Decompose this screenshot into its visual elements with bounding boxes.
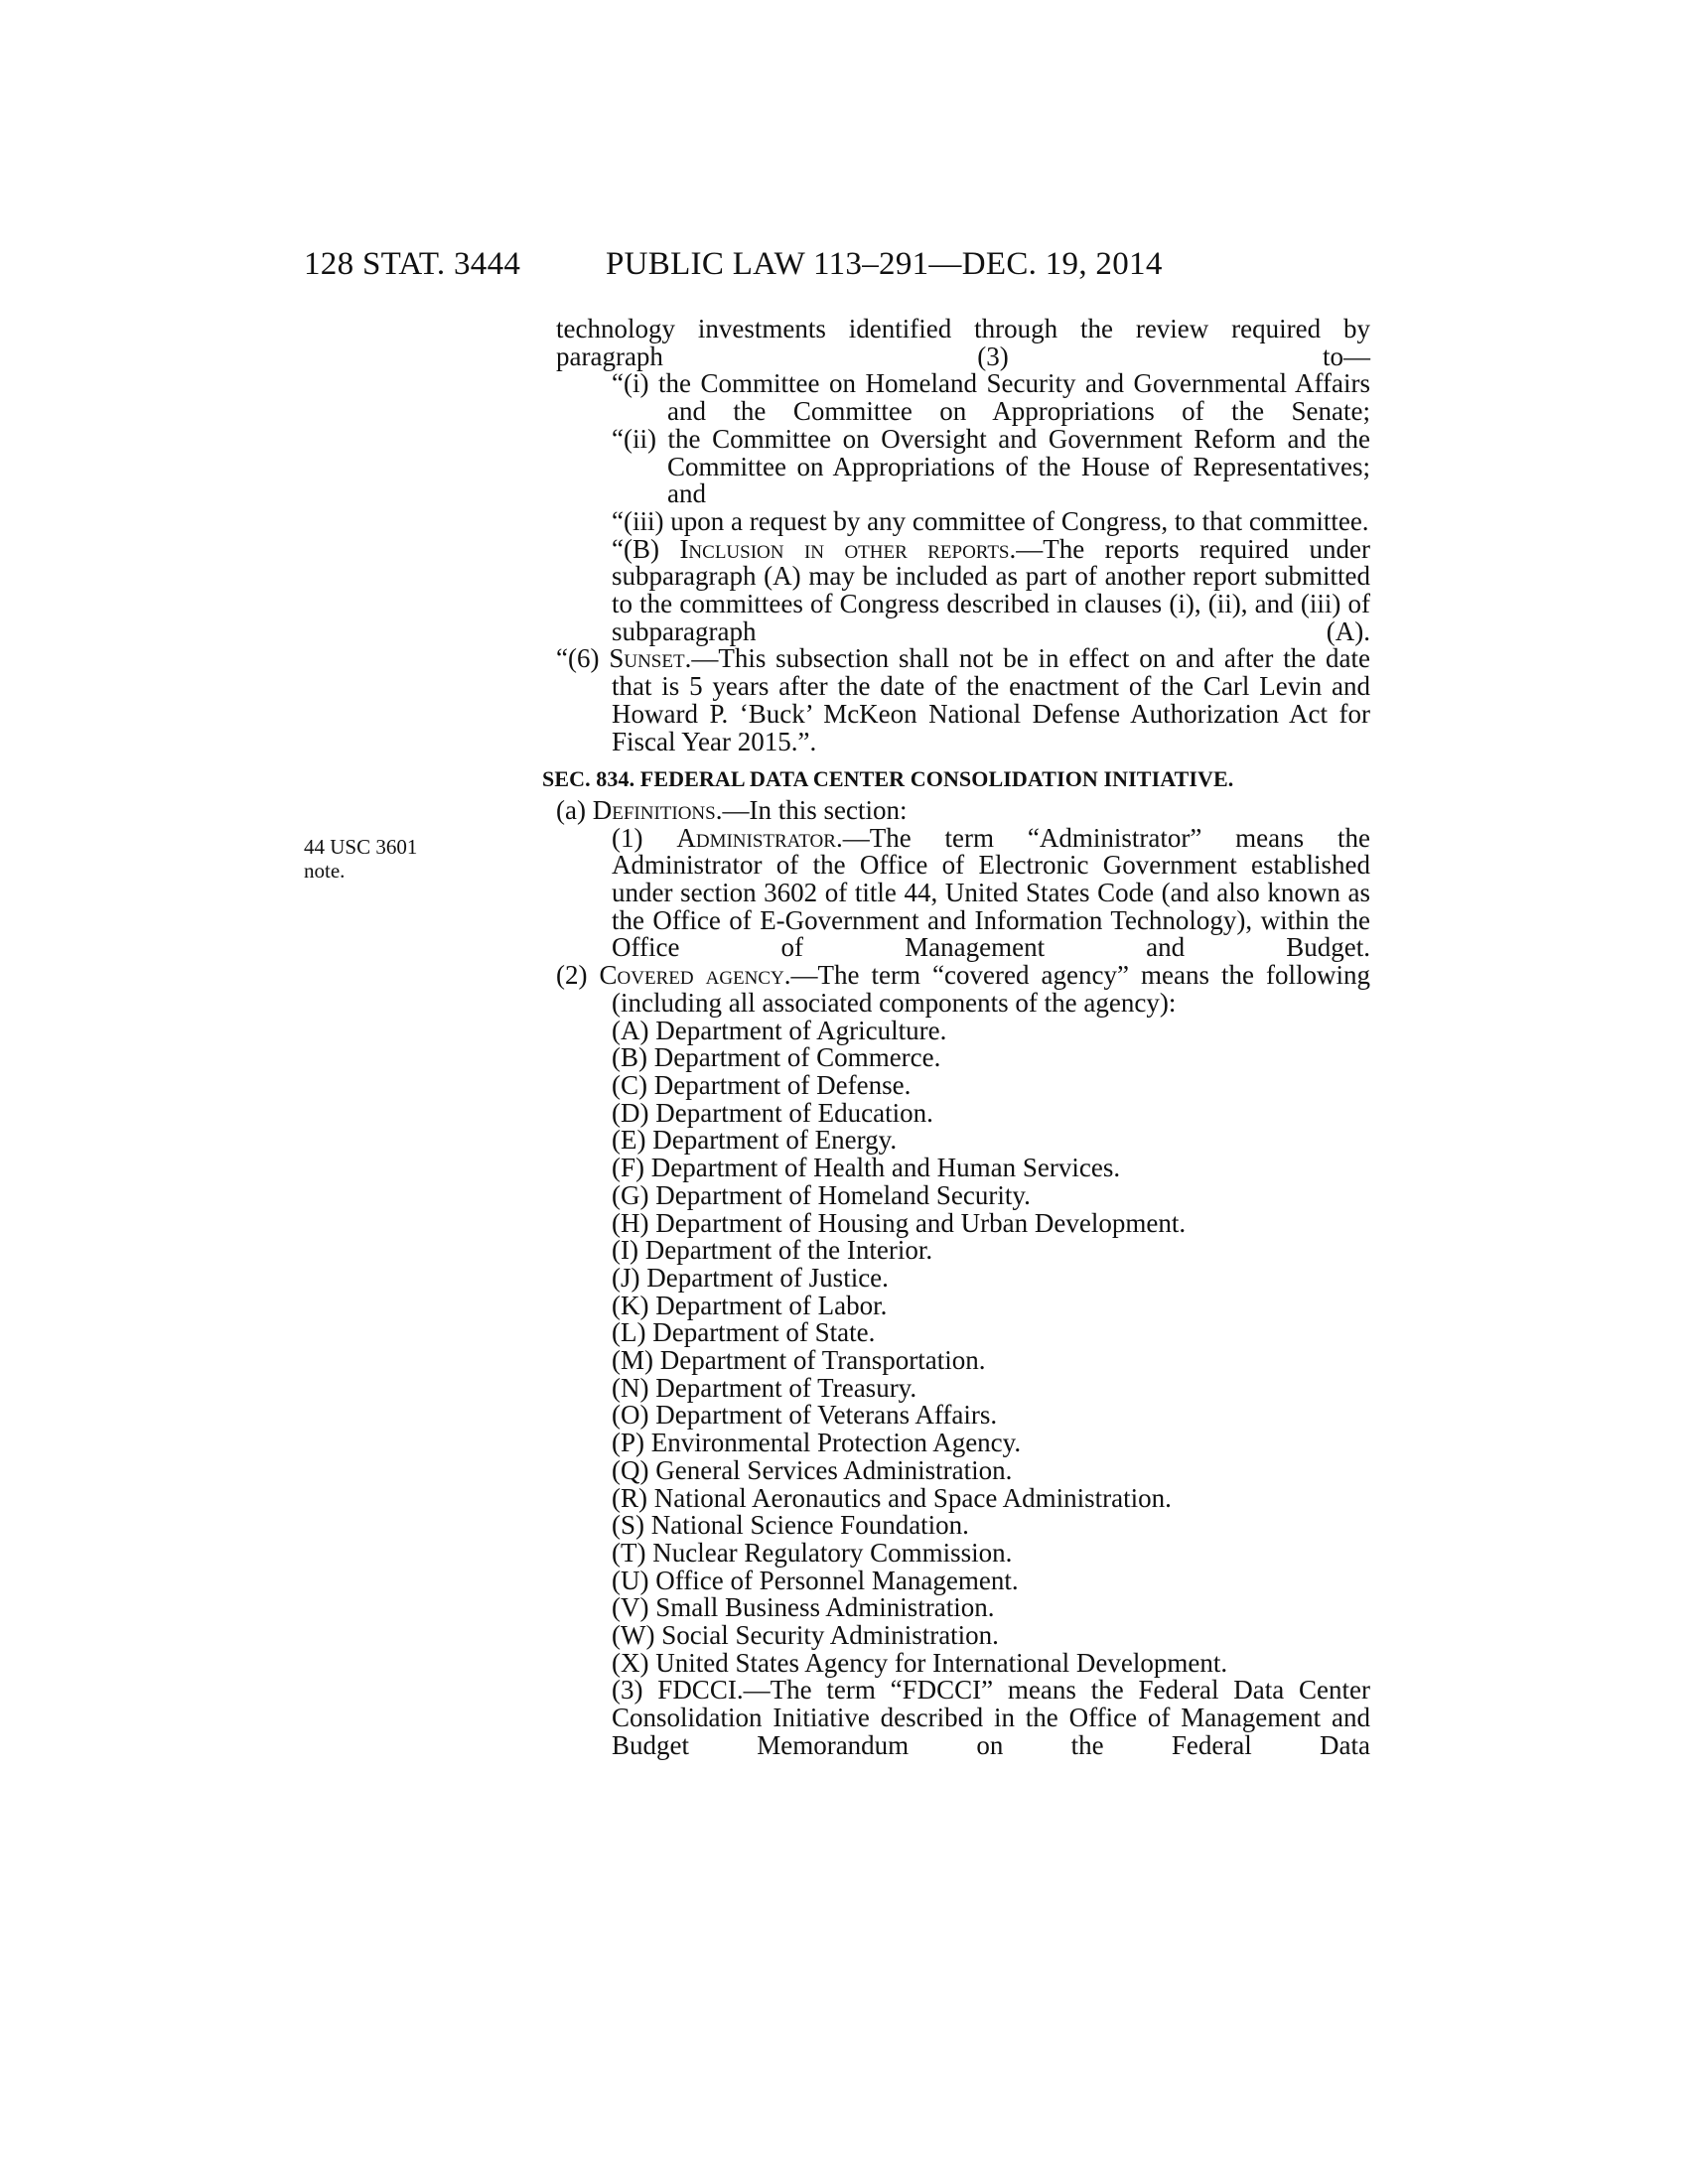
paragraph-6	[556, 645, 1370, 755]
running-header-title: PUBLIC LAW 113–291—DEC. 19, 2014	[606, 246, 1163, 282]
margin-note-citation: 44 USC 3601	[304, 835, 418, 859]
list-item: (P) Environmental Protection Agency.	[612, 1428, 1022, 1458]
list-item: (D) Department of Education.	[612, 1097, 933, 1128]
subsection-a-body: .—In this section:	[715, 794, 908, 825]
subsection-a-prefix: (a)	[556, 794, 593, 825]
section-heading: SEC. 834. FEDERAL DATA CENTER CONSOLIDATION INITIATIVE.	[542, 766, 1234, 792]
intro-paragraph: technology investments identified through the review required by paragraph (3) to—	[556, 314, 1370, 371]
list-item: (A) Department of Agriculture.	[612, 1015, 947, 1045]
subparagraph-b-prefix: “(B)	[612, 533, 680, 564]
list-item: (N) Department of Treasury.	[612, 1372, 917, 1403]
list-item: (T) Nuclear Regulatory Commission.	[612, 1537, 1013, 1568]
definition-2	[556, 962, 1370, 1017]
paragraph-6-body: .—This subsection shall not be in effect on and after the date that is 5 years after the date of the enactment of the Carl Levin and Howard P. ‘Buck’ McKeon National Defense Authorization Act for Fiscal Year 2015.”.	[612, 643, 1371, 756]
list-item: (V) Small Business Administration.	[612, 1592, 995, 1623]
definition-3-body: .—The term “FDCCI” means the Federal Data Center Consolidation Initiative described in the Office of Management and Budget Memorandum on the Federal Data	[612, 1675, 1371, 1760]
definition-1	[556, 822, 1370, 963]
definition-1-body: .—The term “Administrator” means the Administrator of the Office of Electronic Government established under section 3602 of title 44, United States Code (and also known as the Office of E-Government and Information Technology), within the Office of Management and Budget.	[612, 822, 1370, 963]
list-item: (M) Department of Transportation.	[612, 1345, 986, 1376]
definition-2-body: .—The term “covered agency” means the following (including all associated components of the agency):	[612, 960, 1370, 1018]
list-item: (C) Department of Defense.	[612, 1069, 912, 1100]
clause-i: “(i) the Committee on Homeland Security and Governmental Affairs and the Committee on Appropriations of the Senate;	[612, 368, 1370, 427]
definition-2-heading: Covered agency	[599, 960, 784, 991]
list-item: (Q) General Services Administration.	[612, 1454, 1013, 1485]
margin-note	[304, 835, 417, 883]
paragraph-6-heading: Sunset	[609, 643, 685, 674]
subparagraph-b-body: .—The reports required under subparagraph (A) may be included as part of another report submitted to the committees of Congress described in clauses (i), (ii), and (iii) of subparagraph (A).	[612, 533, 1370, 646]
definition-3	[556, 1677, 1370, 1759]
covered-agency-list	[556, 1015, 1370, 1678]
list-item: (U) Office of Personnel Management.	[612, 1565, 1019, 1595]
definition-2-prefix: (2)	[556, 960, 600, 991]
subsection-a	[556, 794, 1370, 825]
body-text	[542, 314, 1371, 1760]
list-item: (X) United States Agency for International Development.	[612, 1647, 1228, 1678]
list-item: (F) Department of Health and Human Services.	[612, 1153, 1121, 1183]
definition-1-heading: Administrator	[676, 822, 836, 853]
list-item: (O) Department of Veterans Affairs.	[612, 1400, 998, 1431]
clause-ii: “(ii) the Committee on Oversight and Government Reform and the Committee on Appropriations of the House of Representatives; and	[612, 423, 1370, 509]
list-item: (E) Department of Energy.	[612, 1125, 898, 1156]
list-item: (H) Department of Housing and Urban Development.	[612, 1207, 1187, 1238]
list-item: (R) National Aeronautics and Space Administration.	[612, 1482, 1172, 1513]
margin-note-label: note.	[304, 859, 346, 883]
subsection-a-heading: Definitions	[592, 794, 716, 825]
clause-iii: “(iii) upon a request by any committee of Congress, to that committee.	[612, 505, 1369, 536]
list-item: (I) Department of the Interior.	[612, 1235, 933, 1266]
list-item: (G) Department of Homeland Security.	[612, 1179, 1031, 1210]
subparagraph-b	[556, 533, 1370, 646]
definition-1-prefix: (1)	[612, 822, 677, 853]
list-item: (J) Department of Justice.	[612, 1262, 889, 1293]
subparagraph-b-heading: Inclusion in other reports	[679, 533, 1010, 564]
page-number: 128 STAT. 3444	[304, 246, 521, 282]
list-item: (K) Department of Labor.	[612, 1290, 888, 1320]
paragraph-6-prefix: “(6)	[556, 643, 610, 674]
definition-3-heading: FDCCI	[657, 1675, 737, 1706]
list-item: (B) Department of Commerce.	[612, 1042, 941, 1073]
list-item: (L) Department of State.	[612, 1317, 876, 1348]
definition-3-prefix: (3)	[612, 1675, 658, 1706]
list-item: (S) National Science Foundation.	[612, 1510, 969, 1541]
list-item: (W) Social Security Administration.	[612, 1620, 999, 1651]
